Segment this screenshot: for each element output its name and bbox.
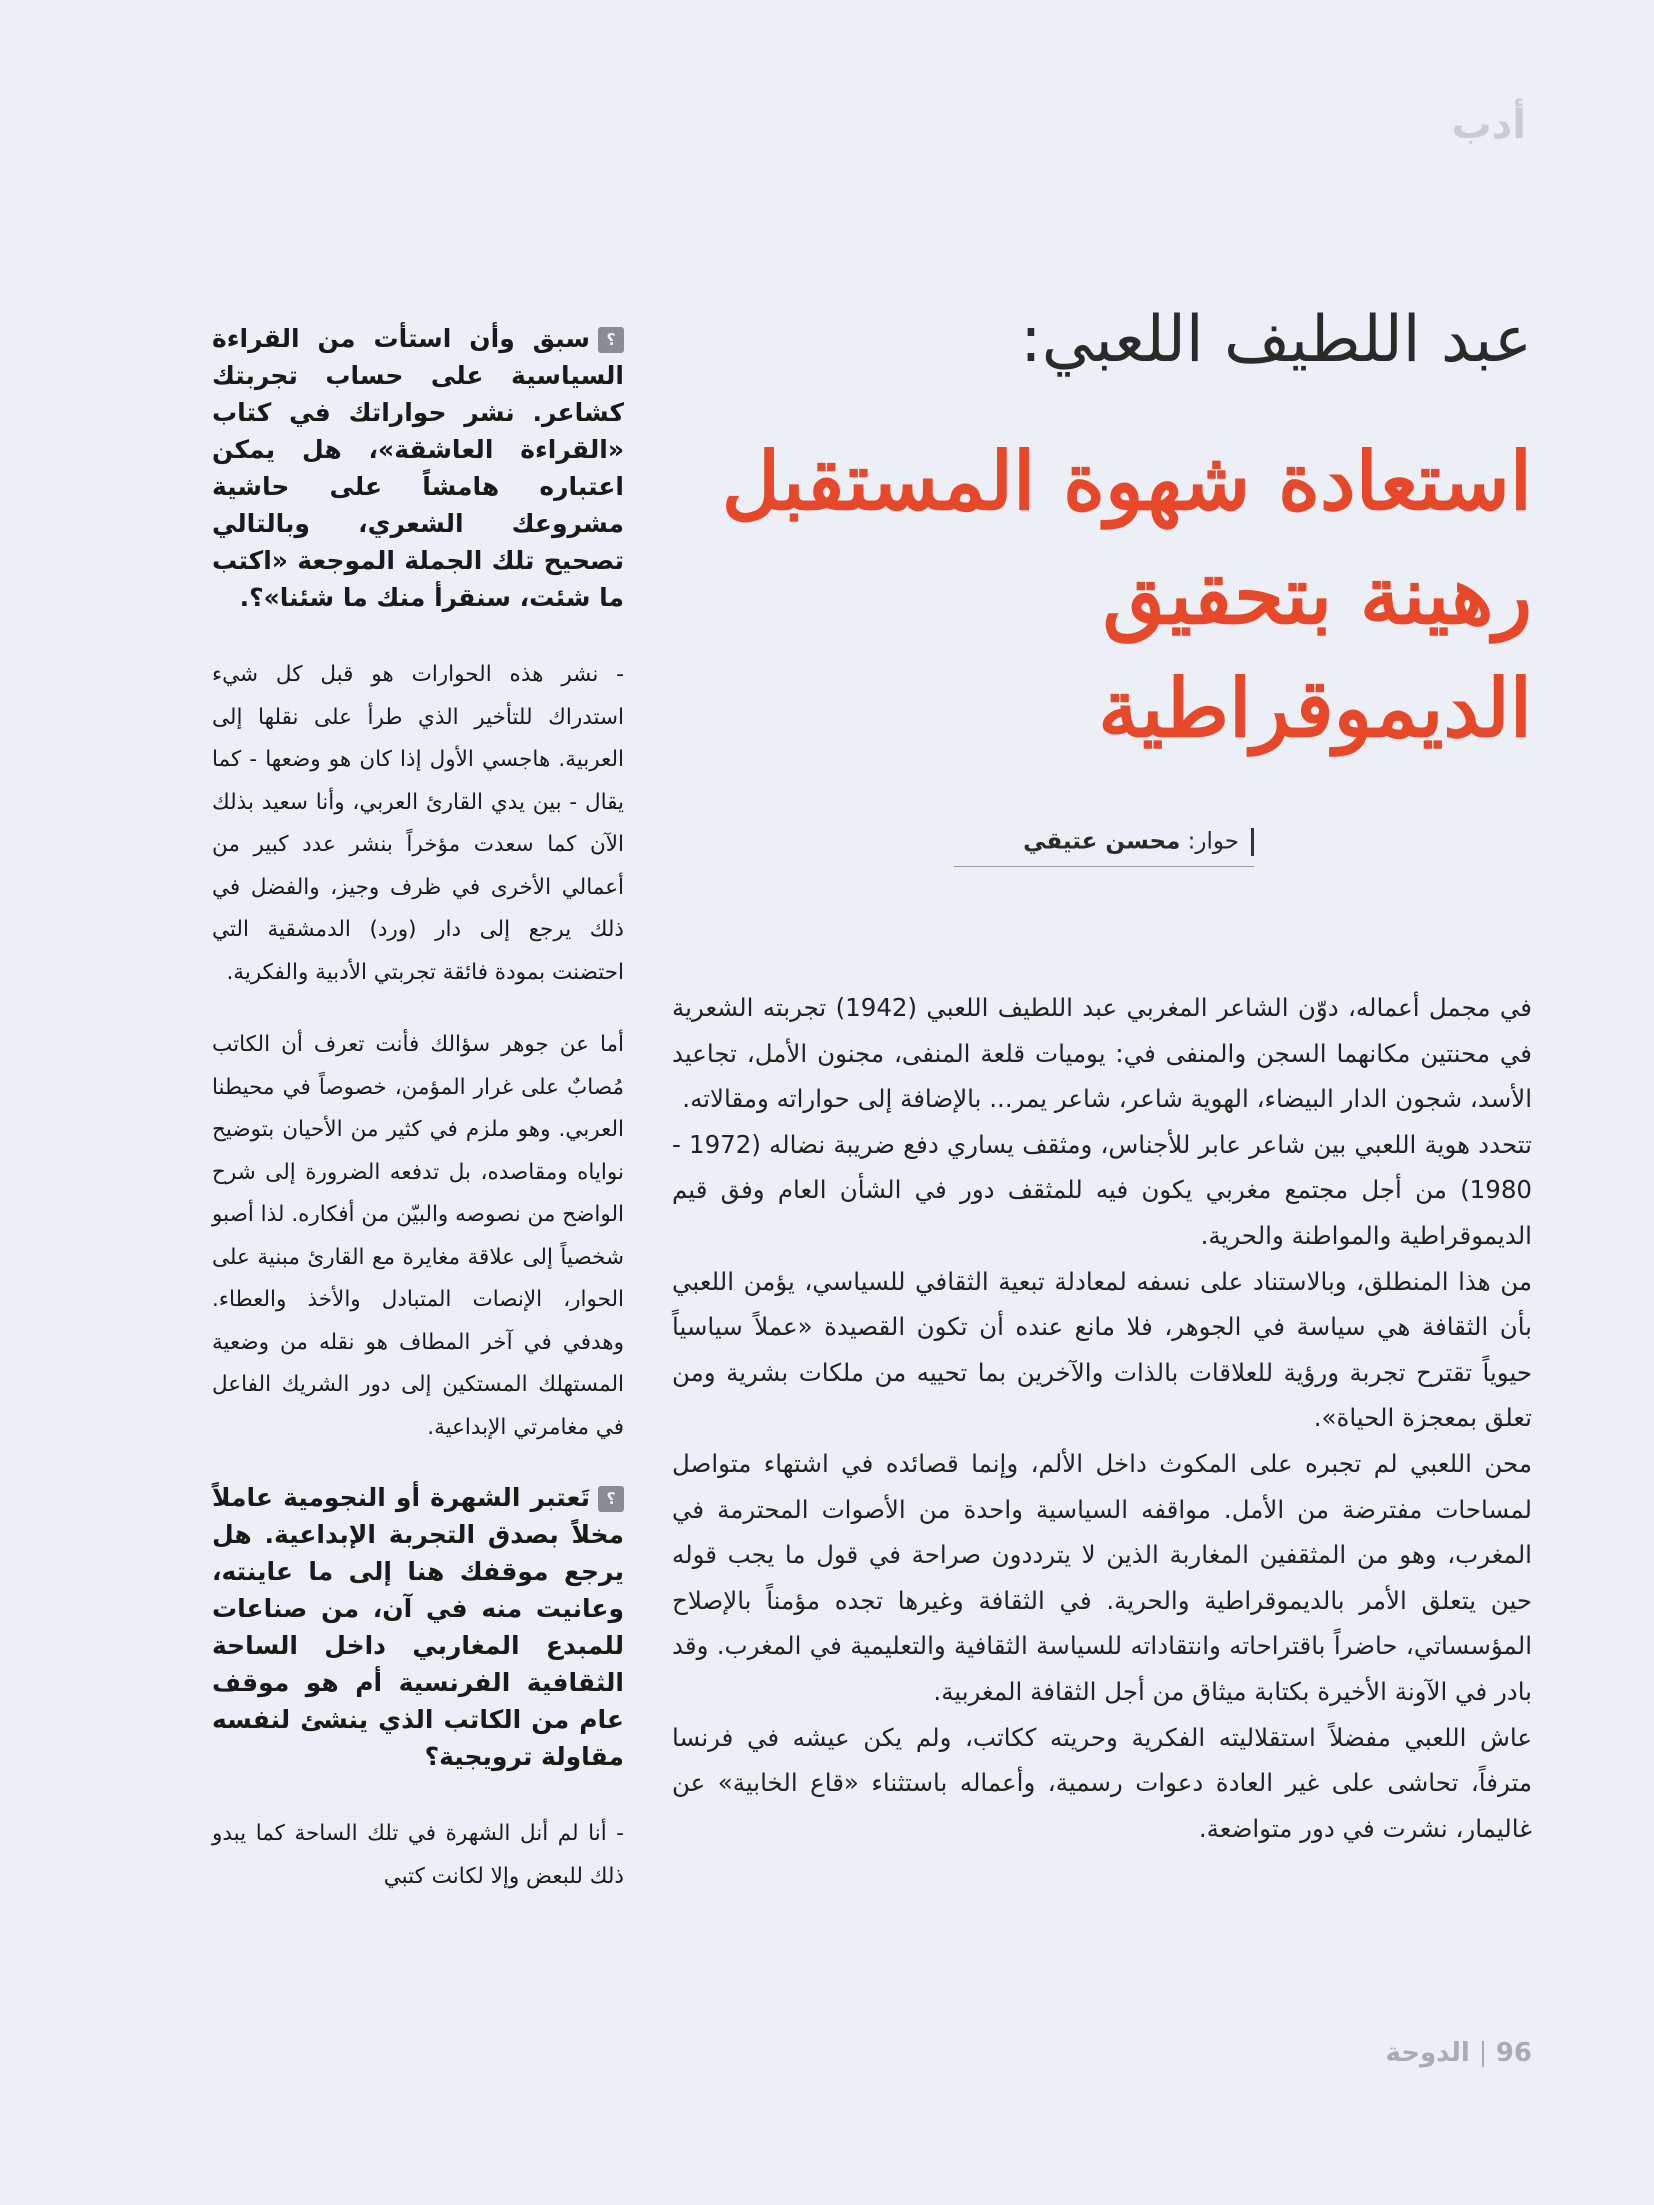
headline-line-2: رهينة بتحقيق الديموقراطية [1098,547,1532,756]
question-2: ؟تَعتبر الشهرة أو النجومية عاملاً مخلاً بصدق التجربة الإبداعية. هل يرجع موقفك هنا إلى ما عاينته، وعانيت منه في آن، من صناعات للمبدع المغاربي داخل الساحة الثقافية الفرنسية أم هو موقف عام من الكاتب الذي ينشئ لنفسه مقاولة ترويجية؟ [212,1483,624,1771]
footer-separator [1482,2041,1484,2067]
page-number: 96 [1495,2038,1532,2068]
question-icon: ؟ [598,327,624,353]
byline [954,828,1254,867]
byline-author: محسن عتيقي [1023,828,1181,855]
intro-paragraph-2: تتحدد هوية اللعبي بين شاعر عابر للأجناس، ومثقف يساري دفع ضريبة نضاله (1972 - 1980) من أجل مجتمع مغربي يكون فيه للمثقف دور في الشأن العام وفق قيم الديموقراطية والمواطنة والحرية. [672,1129,1532,1250]
question-1: ؟سبق وأن استأت من القراءة السياسية على حساب تجربتك كشاعر. نشر حواراتك في كتاب «القراءة العاشقة»، هل يمكن اعتباره هامشاً على حاشية مشروعك الشعري، وبالتالي تصحيح تلك الجملة الموجعة «اكتب ما شئت، سنقرأ منك ما شئنا»؟. [212,324,624,612]
headline-line-1: استعادة شهوة المستقبل [721,434,1532,528]
byline-bar [1251,828,1254,856]
answer-1: - نشر هذه الحوارات هو قبل كل شيء استدراك للتأخير الذي طرأ على نقلها إلى العربية. هاجسي الأول إذا كان هو وضعها - كما يقال - بين يدي القارئ العربي، وأنا سعيد بذلك الآن كما سعدت مؤخراً بنشر عدد كبير من أعمالي الأخرى في ظرف وجيز، والفضل في ذلك يرجع إلى دار (ورد) الدمشقية التي احتضنت بمودة فائقة تجربتي الأدبية والفكرية. [212,662,624,985]
byline-label: حوار: [1187,828,1239,855]
intro-paragraph-3: من هذا المنطلق، وبالاستناد على نسفه لمعادلة تبعية الثقافي للسياسي، يؤمن اللعبي بأن الثقافة هي سياسة في الجوهر، فلا مانع عنده أن تكون القصيدة «عملاً سياسياً حيوياً تقترح تجربة ورؤية للعلاقات بالذات والآخرين بما تحييه من ملكات بشرية ومن تعلق بمعجزة الحياة». [672,1266,1532,1433]
magazine-name: الدوحة [1385,2038,1470,2068]
answer-3: - أنا لم أنل الشهرة في تلك الساحة كما يبدو ذلك للبعض وإلا لكانت كتبي [212,1821,624,1889]
question-icon: ؟ [598,1486,624,1512]
answer-2: أما عن جوهر سؤالك فأنت تعرف أن الكاتب مُصابٌ على غرار المؤمن، خصوصاً في محيطنا العربي. وهو ملزم في كثير من الأحيان بتوضيح نواياه ومقاصده، بل تدفعه الضرورة إلى شرح الواضح من نصوصه والبيّن من أفكاره. لذا أصبو شخصياً إلى علاقة مغايرة مع القارئ مبنية على الحوار، الإنصات المتبادل والأخذ والعطاء. وهدفي في آخر المطاف هو نقله من وضعية المستهلك المستكين إلى دور الشريك الفاعل في مغامرتي الإبداعية. [212,1032,624,1440]
intro-paragraph-4: محن اللعبي لم تجبره على المكوث داخل الألم، وإنما قصائده في اشتهاء متواصل لمساحات مفترضة من الأمل. مواقفه السياسية واحدة من الأصوات المحترمة في المغرب، وهو من المثقفين المغاربة الذين لا يترددون صراحة في قول ما يجب قوله حين يتعلق الأمر بالديموقراطية والحرية. في الثقافة وغيرها تجده مؤمناً بالإصلاح المؤسساتي، حاضراً باقتراحاته وانتقاداته للسياسة الثقافية والتعليمية في المغرب. وقد بادر في الآونة الأخيرة بكتابة ميثاق من أجل الثقافة المغربية. [672,1448,1532,1706]
article-title-name: عبد اللطيف اللعبي: [1020,303,1532,377]
intro-paragraph-5: عاش اللعبي مفضلاً استقلاليته الفكرية وحريته ككاتب، ولم يكن عيشه في فرنسا مترفاً، تحاشى على غير العادة دعوات رسمية، وأعماله باستثناء «قاع الخابية» عن غاليمار، نشرت في دور متواضعة. [672,1722,1532,1843]
intro-paragraph-1: في مجمل أعماله، دوّن الشاعر المغربي عبد اللطيف اللعبي (1942) تجربته الشعرية في محنتين مكانهما السجن والمنفى في: يوميات قلعة المنفى، مجنون الأمل، تجاعيد الأسد، شجون الدار البيضاء، الهوية شاعر، شاعر يمر... بالإضافة إلى حواراته ومقالاته. [672,993,1532,1114]
section-tag: أدب [1451,102,1526,148]
page-footer [1385,2038,1532,2068]
interview-column [212,320,624,1928]
article-headline [672,425,1532,766]
article-intro [672,985,1532,1851]
